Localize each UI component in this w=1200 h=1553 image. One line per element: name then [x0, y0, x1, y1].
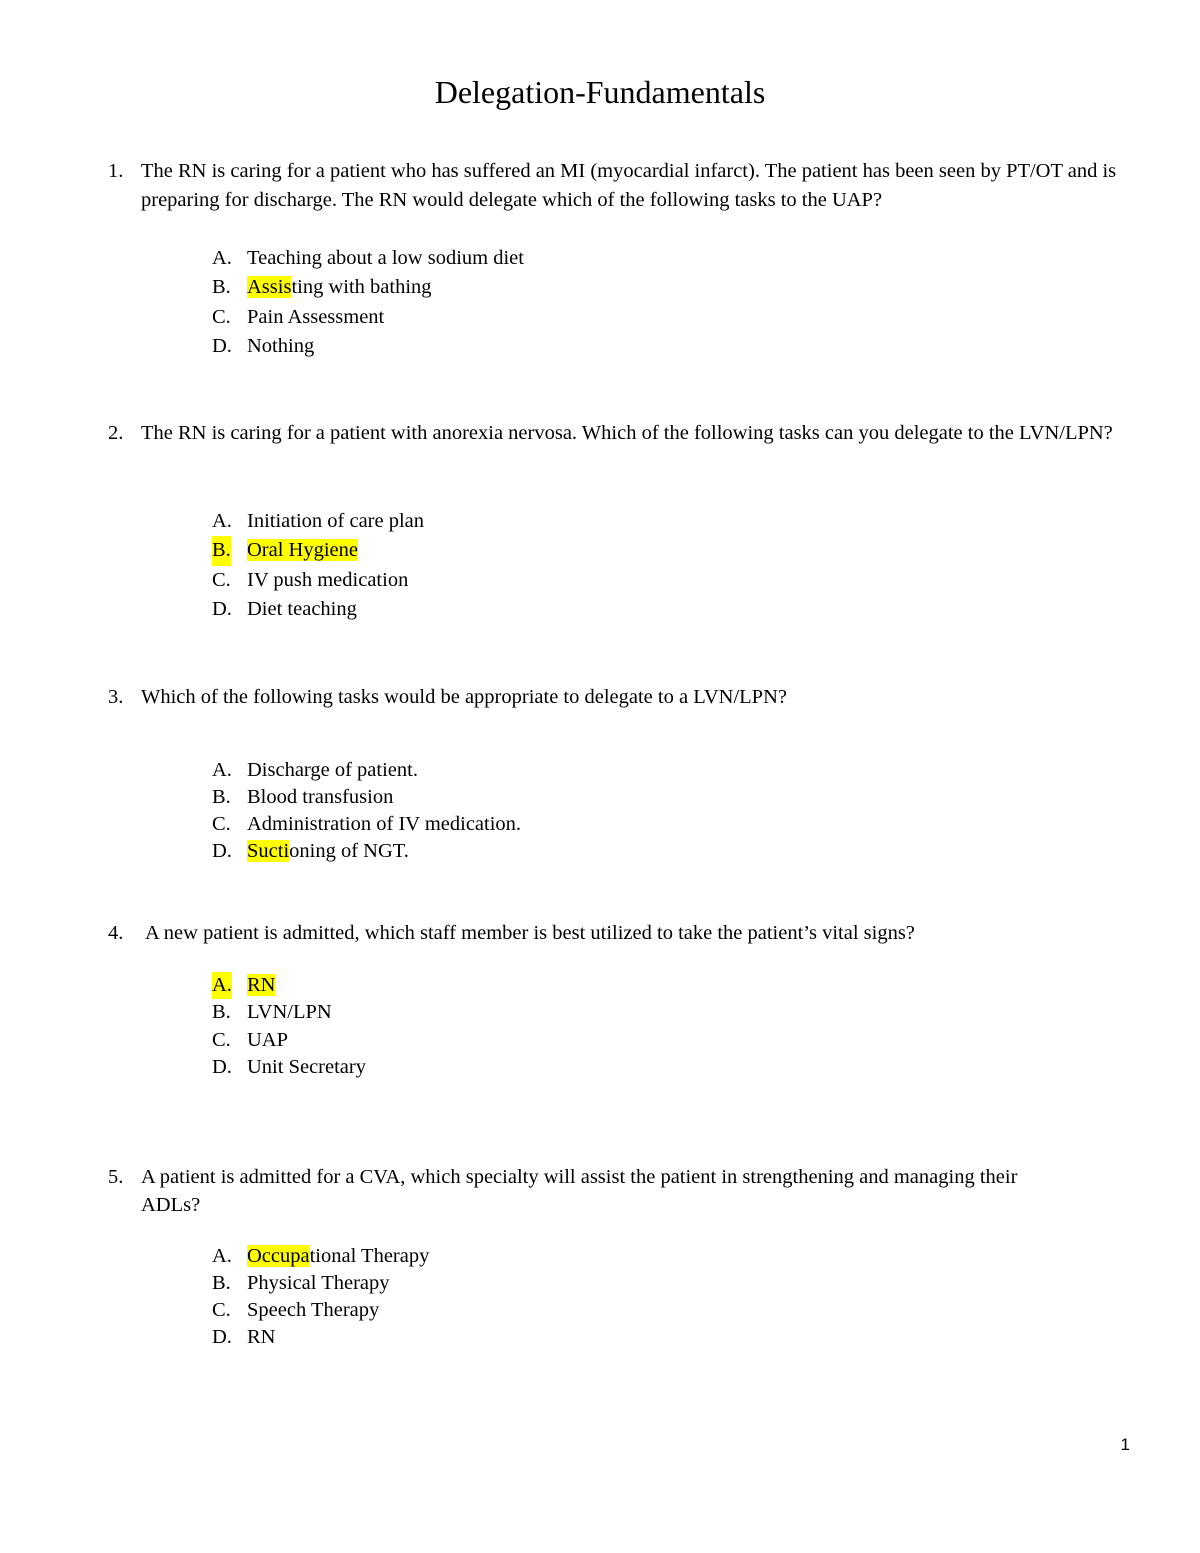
option-text: ting with bathing [291, 276, 432, 299]
options-list-5 [212, 1243, 429, 1351]
question-5 [108, 1163, 1148, 1219]
option-letter-highlight: B. [212, 536, 231, 565]
option-text: Initiation of care plan [247, 510, 425, 532]
answer-highlight: Oral Hygiene [247, 539, 358, 562]
option-3b [212, 784, 521, 811]
option-text: oning of NGT. [289, 840, 409, 862]
option-text: Pain Assessment [247, 305, 385, 328]
option-letter: C. [212, 305, 231, 328]
option-4c [212, 1027, 366, 1054]
option-text: Physical Therapy [247, 1272, 390, 1294]
page-title: Delegation-Fundamentals [434, 74, 766, 110]
question-text: The RN is caring for a patient who has suffered an MI (myocardial infarct). The patient has been seen by PT/OT and is preparing for discharge. The RN would delegate which of the following tasks to the UAP? [141, 160, 1117, 211]
options-list-4 [212, 972, 366, 1081]
question-text: The RN is caring for a patient with anorexia nervosa. Which of the following tasks can you delegate to the LVN/LPN? [141, 422, 1113, 444]
option-letter: D. [212, 1326, 232, 1348]
question-number: 1. [108, 160, 124, 182]
option-letter: B. [212, 786, 231, 808]
option-text: Blood transfusion [247, 786, 394, 808]
option-2a [212, 507, 424, 536]
answer-highlight: Assis [247, 276, 292, 299]
option-letter: D. [212, 597, 232, 620]
question-text: Which of the following tasks would be appropriate to delegate to a LVN/LPN? [141, 686, 787, 708]
option-text: LVN/LPN [247, 1001, 332, 1024]
option-letter-highlight: A. [212, 972, 232, 999]
question-1 [108, 157, 1148, 215]
option-letter: C. [212, 1299, 231, 1321]
option-letter: D. [212, 1055, 232, 1078]
option-letter: B. [212, 1001, 231, 1024]
option-5c [212, 1297, 429, 1324]
option-letter: A. [212, 247, 232, 269]
option-text: Teaching about a low sodium diet [247, 247, 524, 269]
option-letter: A. [212, 759, 232, 781]
option-text: tional Therapy [309, 1245, 430, 1267]
option-5a [212, 1243, 429, 1270]
option-letter: C. [212, 1028, 231, 1051]
answer-highlight: Sucti [247, 840, 290, 862]
option-text: Administration of IV medication. [247, 813, 522, 835]
options-list-2 [212, 507, 424, 624]
option-letter: B. [212, 1272, 231, 1294]
option-text: IV push medication [247, 568, 409, 591]
question-number: 3. [108, 686, 124, 708]
option-text: RN [247, 1326, 276, 1348]
option-1d [212, 332, 524, 361]
option-5d [212, 1324, 429, 1351]
option-2d [212, 595, 424, 624]
options-list-1 [212, 244, 524, 361]
option-4b [212, 999, 366, 1026]
option-3c [212, 811, 521, 838]
question-number: 2. [108, 422, 124, 444]
option-letter: D. [212, 840, 232, 862]
option-3a [212, 757, 521, 784]
page-number: 1 [1120, 1435, 1130, 1454]
option-1b [212, 273, 524, 302]
option-2c [212, 566, 424, 595]
option-text: Nothing [247, 334, 315, 357]
option-text: Speech Therapy [247, 1299, 380, 1321]
question-text: A patient is admitted for a CVA, which specialty will assist the patient in strengthening and managing their ADLs? [141, 1166, 1018, 1216]
answer-highlight: RN [247, 974, 276, 996]
option-4a [212, 972, 366, 999]
option-text: Unit Secretary [247, 1055, 366, 1078]
option-5b [212, 1270, 429, 1297]
option-text: Discharge of patient. [247, 759, 418, 781]
question-4 [108, 919, 1148, 948]
question-2 [108, 419, 1148, 448]
question-number: 4. [108, 922, 124, 944]
option-4d [212, 1054, 366, 1081]
option-text: Diet teaching [247, 597, 357, 620]
option-text: UAP [247, 1028, 289, 1051]
question-3 [108, 683, 1148, 712]
option-1c [212, 303, 524, 332]
option-letter: A. [212, 510, 232, 532]
option-letter: B. [212, 276, 231, 299]
option-letter: C. [212, 813, 231, 835]
question-text: A new patient is admitted, which staff member is best utilized to take the patient’s vital signs? [145, 922, 915, 944]
option-2b [212, 536, 424, 565]
option-letter: C. [212, 568, 231, 591]
question-number: 5. [108, 1166, 124, 1188]
option-letter: A. [212, 1245, 232, 1267]
answer-highlight: Occupa [247, 1245, 310, 1267]
options-list-3 [212, 757, 521, 865]
option-3d [212, 838, 521, 865]
option-1a [212, 244, 524, 273]
option-letter: D. [212, 334, 232, 357]
